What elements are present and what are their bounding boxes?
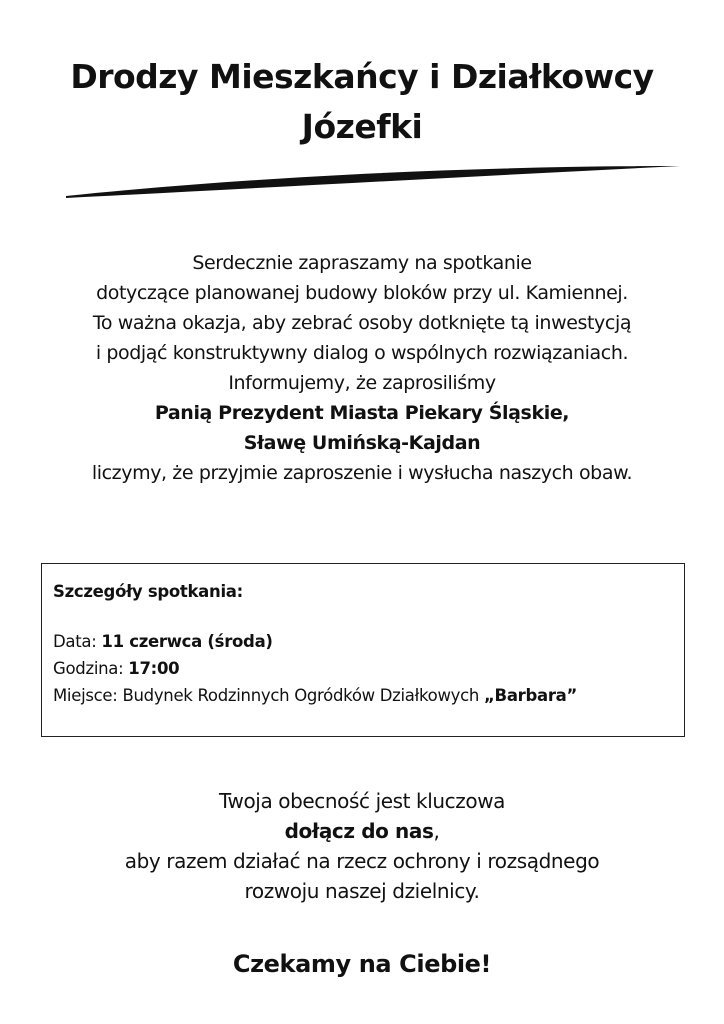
place-label: Miejsce: Budynek Rodzinnych Ogródków Działkowych bbox=[53, 686, 484, 705]
intro-line: liczymy, że przyjmie zaproszenie i wysłucha naszych obaw. bbox=[91, 462, 633, 484]
closing-paragraph bbox=[0, 786, 724, 906]
join-us-comma: , bbox=[433, 819, 440, 843]
closing-line-join bbox=[0, 816, 724, 846]
invitee-title: Panią Prezydent Miasta Piekary Śląskie, bbox=[154, 402, 570, 424]
title-line-1: Drodzy Mieszkańcy i Działkowcy bbox=[70, 57, 654, 96]
details-place-row bbox=[53, 682, 684, 709]
details-date-row bbox=[53, 628, 684, 655]
closing-line: aby razem działać na rzecz ochrony i rozsądnego bbox=[124, 849, 600, 873]
details-heading: Szczegóły spotkania: bbox=[53, 582, 243, 601]
invitee-name: Sławę Umińską-Kajdan bbox=[243, 432, 481, 454]
closing-line: rozwoju naszej dzielnicy. bbox=[244, 879, 480, 903]
date-value: 11 czerwca (środa) bbox=[101, 632, 273, 651]
date-label: Data: bbox=[53, 632, 102, 651]
page-title bbox=[0, 52, 724, 152]
time-label: Godzina: bbox=[53, 659, 129, 678]
intro-paragraph bbox=[0, 248, 724, 488]
place-value: „Barbara” bbox=[484, 686, 578, 705]
call-to-action: Czekamy na Ciebie! bbox=[232, 950, 492, 978]
intro-line: Serdecznie zapraszamy na spotkanie bbox=[192, 252, 532, 274]
time-value: 17:00 bbox=[128, 659, 180, 678]
meeting-details-box bbox=[41, 563, 685, 737]
closing-line: Twoja obecność jest kluczowa bbox=[218, 789, 506, 813]
title-line-2: Józefki bbox=[301, 107, 423, 146]
join-us-text: dołącz do nas bbox=[284, 819, 434, 843]
intro-line: To ważna okazja, aby zebrać osoby dotknięte tą inwestycją bbox=[92, 312, 632, 334]
decorative-swoosh bbox=[60, 160, 684, 204]
intro-line: dotyczące planowanej budowy bloków przy ul. Kamiennej. bbox=[96, 282, 628, 304]
details-time-row bbox=[53, 655, 684, 682]
intro-line: Informujemy, że zaprosiliśmy bbox=[228, 372, 496, 394]
intro-line: i podjąć konstruktywny dialog o wspólnych rozwiązaniach. bbox=[95, 342, 629, 364]
